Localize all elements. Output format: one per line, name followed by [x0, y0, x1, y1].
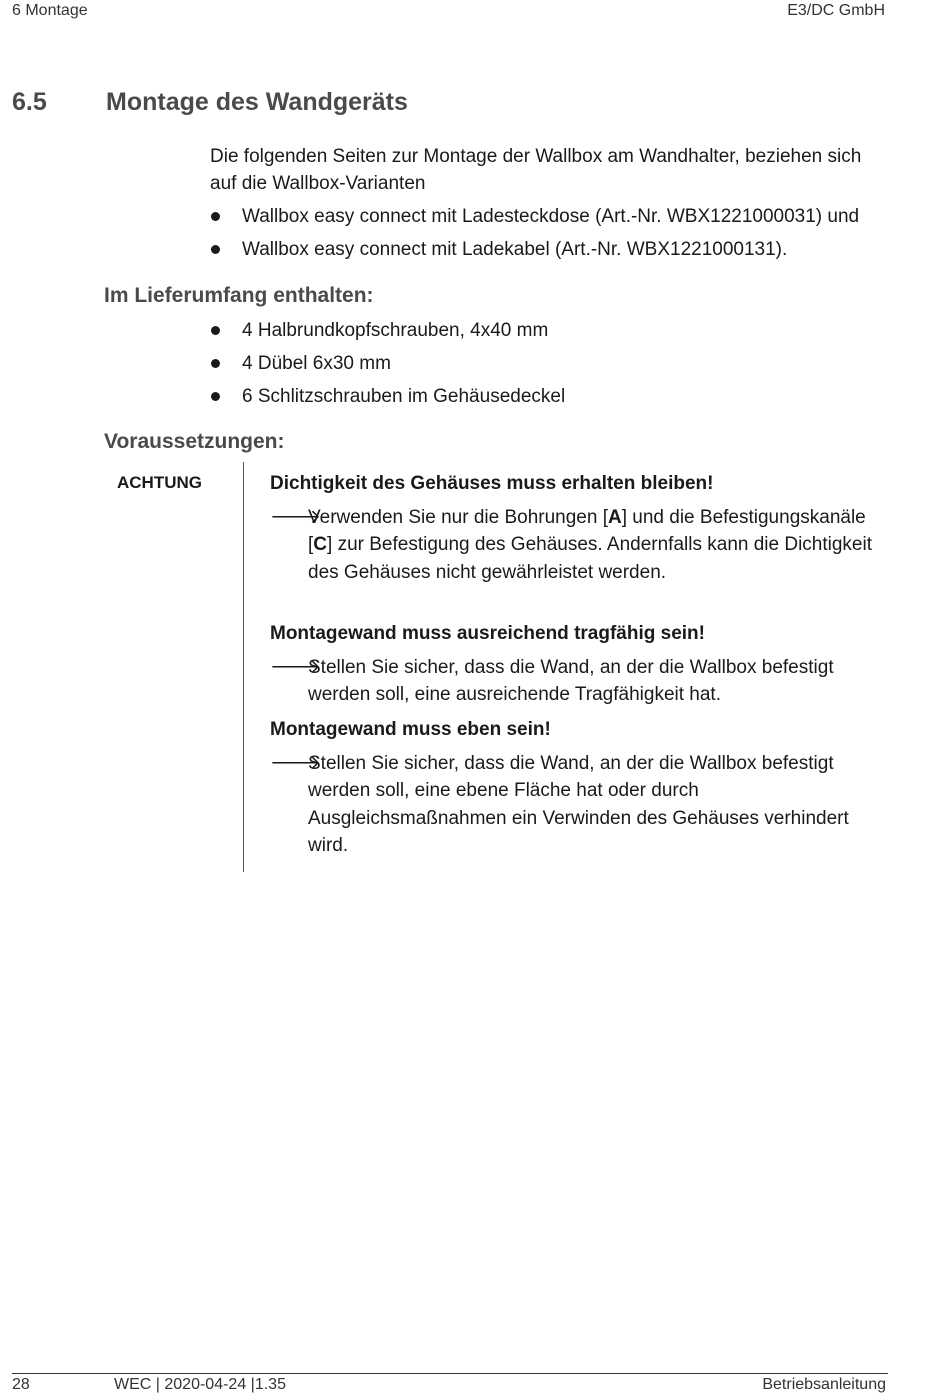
prereq-heading: Voraussetzungen: — [104, 430, 285, 453]
list-item: 4 Dübel 6x30 mm — [210, 350, 900, 383]
notice-block-flat — [270, 716, 890, 860]
section-title: Montage des Wandgeräts — [106, 88, 408, 116]
ref-a: A — [608, 507, 622, 528]
notice-action: 🡒 Stellen Sie sicher, dass die Wand, an der die Wallbox befestigt werden soll, eine ebene Fläche hat oder durch Ausgleichsmaßnahmen ein Verwinden des Gehäuses verhindert wird. — [270, 750, 890, 860]
list-item: 4 Halbrundkopfschrauben, 4x40 mm — [210, 317, 900, 350]
arrow-right-icon: 🡒 — [270, 507, 321, 528]
notice-title: Montagewand muss eben sein! — [270, 719, 551, 740]
variant-list — [210, 203, 900, 269]
notice-label: ACHTUNG — [117, 473, 202, 492]
arrow-right-icon: 🡒 — [270, 753, 321, 774]
section-heading — [12, 88, 408, 117]
notice-divider — [243, 462, 244, 872]
list-item: Wallbox easy connect mit Ladesteckdose (Art.-Nr. WBX1221000031) und — [210, 203, 900, 236]
footer-doc-info: WEC | 2020-04-24 |1.35 — [114, 1376, 286, 1393]
header-company: E3/DC GmbH — [787, 2, 885, 19]
notice-action: 🡒 Verwenden Sie nur die Bohrungen [A] und die Befestigungskanäle [C] zur Befestigung des Gehäuses. Andernfalls kann die Dichtigkeit des Gehäuses nicht gewährleistet werden. — [270, 504, 890, 586]
intro-paragraph: Die folgenden Seiten zur Montage der Wallbox am Wandhalter, beziehen sich auf die Wallbox-Varianten — [210, 146, 862, 194]
notice-action: 🡒 Stellen Sie sicher, dass die Wand, an der die Wallbox befestigt werden soll, eine ausreichende Tragfähigkeit hat. — [270, 654, 890, 709]
ref-c: C — [313, 534, 328, 556]
header-chapter: 6 Montage — [12, 2, 88, 19]
footer-doc-type: Betriebsanleitung — [762, 1376, 886, 1393]
notice-title: Dichtigkeit des Gehäuses muss erhalten bleiben! — [270, 473, 714, 494]
footer-rule — [12, 1373, 888, 1374]
list-item: Wallbox easy connect mit Ladekabel (Art.-Nr. WBX1221000131). — [210, 236, 900, 269]
notice-block-sealing — [270, 470, 890, 586]
scope-list — [210, 317, 900, 416]
arrow-right-icon: 🡒 — [270, 657, 321, 678]
section-number: 6.5 — [12, 88, 47, 116]
list-item: 6 Schlitzschrauben im Gehäusedeckel — [210, 383, 900, 416]
scope-heading: Im Lieferumfang enthalten: — [104, 284, 374, 307]
notice-block-load — [270, 620, 890, 709]
notice-title: Montagewand muss ausreichend tragfähig sein! — [270, 623, 705, 644]
footer-page-number: 28 — [12, 1376, 30, 1393]
